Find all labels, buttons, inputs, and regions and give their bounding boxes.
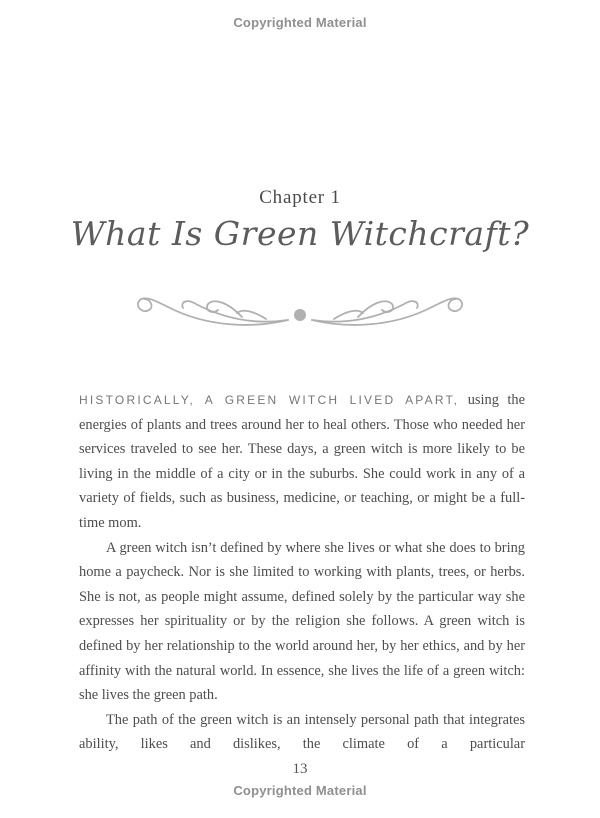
flourish-right xyxy=(312,298,462,325)
flourish-icon xyxy=(130,284,470,332)
chapter-title: What Is Green Witchcraft? xyxy=(70,214,530,253)
flourish-left xyxy=(138,298,288,325)
page-number: 13 xyxy=(292,761,308,777)
chapter-label: Chapter 1 xyxy=(259,187,341,208)
paragraph-2: A green witch isn’t defined by where she lives or what she does to bring home a paycheck. Nor is she limited to working with plants, trees, or herbs. She is not, as people might assume, defined solely by the particular way she expresses her spirituality or by the religion she follows. A green witch is defined by her relationship to the world around her, by her ethics, and by her affinity with the natural world. In essence, she lives the life of a green witch: she lives the green path. xyxy=(79,539,525,704)
paragraph-1-text: using the energies of plants and trees around her to heal others. Those who needed her services traveled to see her. These days, a green witch is more likely to be living in the middle of a city or in the suburbs. She could work in any of a variety of fields, such as business, medicine, or teaching, or might be a full-time mom. xyxy=(79,392,525,531)
body-text xyxy=(79,388,525,758)
paragraph-1 xyxy=(79,388,525,536)
lead-in-caps: HISTORICALLY, A GREEN WITCH LIVED APART, xyxy=(79,393,460,407)
paragraph-3: The path of the green witch is an intensely personal path that integrates ability, likes and dislikes, the climate of a particular xyxy=(79,711,525,753)
copyright-notice-bottom: Copyrighted Material xyxy=(233,783,367,798)
flourish-center-dot xyxy=(294,309,306,321)
flourish-divider-ornament xyxy=(0,284,600,332)
copyright-notice-top: Copyrighted Material xyxy=(233,15,367,30)
